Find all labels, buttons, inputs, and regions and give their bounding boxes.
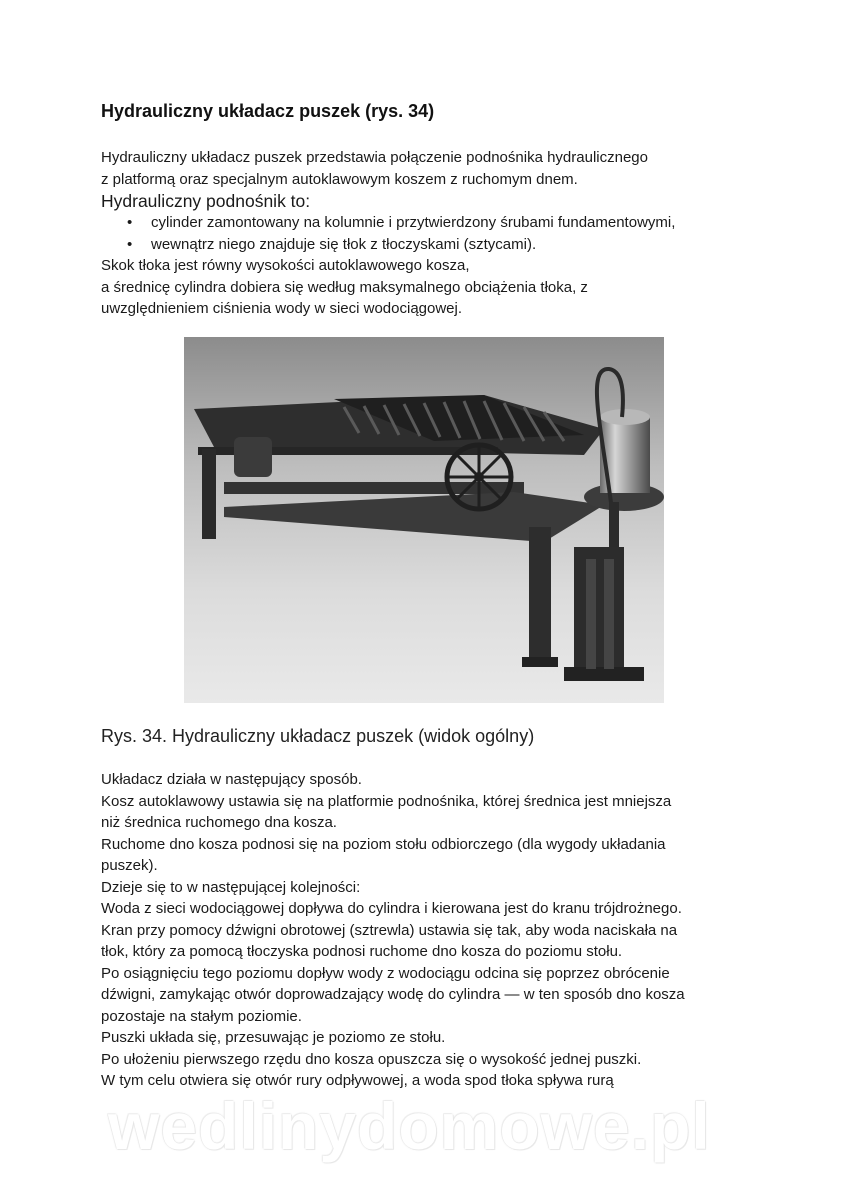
- subheading: Hydrauliczny podnośnik to:: [101, 191, 311, 211]
- body-line: Puszki układa się, przesuwając je poziomo ze stołu.: [101, 1029, 446, 1046]
- body-line: puszek).: [101, 857, 158, 874]
- watermark: wedlinydomowe.pl: [108, 1089, 711, 1163]
- body-line: pozostaje na stałym poziomie.: [101, 1007, 302, 1025]
- body-line: a średnicę cylindra dobiera się według maksymalnego obciążenia tłoka, z: [101, 278, 588, 296]
- body-line: Po ułożeniu pierwszego rzędu dno kosza opuszcza się o wysokość jednej puszki.: [101, 1050, 642, 1068]
- figure-caption: Rys. 34. Hydrauliczny układacz puszek (widok ogólny): [101, 726, 535, 746]
- bullet-icon: •: [127, 235, 133, 253]
- body-line: niż średnica ruchomego dna kosza.: [101, 814, 337, 831]
- section-heading: Hydrauliczny układacz puszek (rys. 34): [101, 101, 435, 121]
- body-line: Ruchome dno kosza podnosi się na poziom stołu odbiorczego (dla wygody układania: [101, 835, 666, 853]
- body-line: Kran przy pomocy dźwigni obrotowej (sztrewla) ustawia się tak, aby woda naciskała na: [101, 921, 678, 939]
- intro-paragraph: [101, 147, 761, 320]
- intro-line: z platformą oraz specjalnym autoklawowym koszem z ruchomym dnem.: [101, 170, 578, 188]
- body-line: Układacz działa w następujący sposób.: [101, 771, 362, 788]
- list-item: • wewnątrz niego znajduje się tłok z tłoczyskami (sztycami).: [101, 234, 761, 256]
- bullet-icon: •: [127, 214, 133, 231]
- body-line: uwzględnieniem ciśnienia wody w sieci wodociągowej.: [101, 300, 463, 317]
- body-paragraph: [101, 769, 761, 1092]
- body-line: W tym celu otwiera się otwór rury odpływowej, a woda spod tłoka spływa rurą: [101, 1072, 614, 1089]
- body-line: Woda z sieci wodociągowej dopływa do cylindra i kierowana jest do kranu trójdrożnego.: [101, 900, 682, 917]
- body-line: Dzieje się to w następującej kolejności:: [101, 878, 361, 896]
- body-line: Kosz autoklawowy ustawia się na platformie podnośnika, której średnica jest mniejsza: [101, 792, 672, 810]
- intro-line: Hydrauliczny układacz puszek przedstawia połączenie podnośnika hydraulicznego: [101, 149, 648, 166]
- body-line: Po osiągnięciu tego poziomu dopływ wody z wodociągu odcina się poprzez obrócenie: [101, 964, 670, 982]
- bullet-list: [101, 212, 761, 255]
- body-line: Skok tłoka jest równy wysokości autoklawowego kosza,: [101, 257, 470, 274]
- machine-photo: [184, 337, 664, 703]
- body-line: tłok, który za pomocą tłoczyska podnosi ruchome dno kosza do poziomu stołu.: [101, 943, 623, 960]
- list-item: • cylinder zamontowany na kolumnie i przytwierdzony śrubami fundamentowymi,: [101, 212, 761, 234]
- body-line: dźwigni, zamykając otwór doprowadzający wodę do cylindra — w ten sposób dno kosza: [101, 986, 685, 1003]
